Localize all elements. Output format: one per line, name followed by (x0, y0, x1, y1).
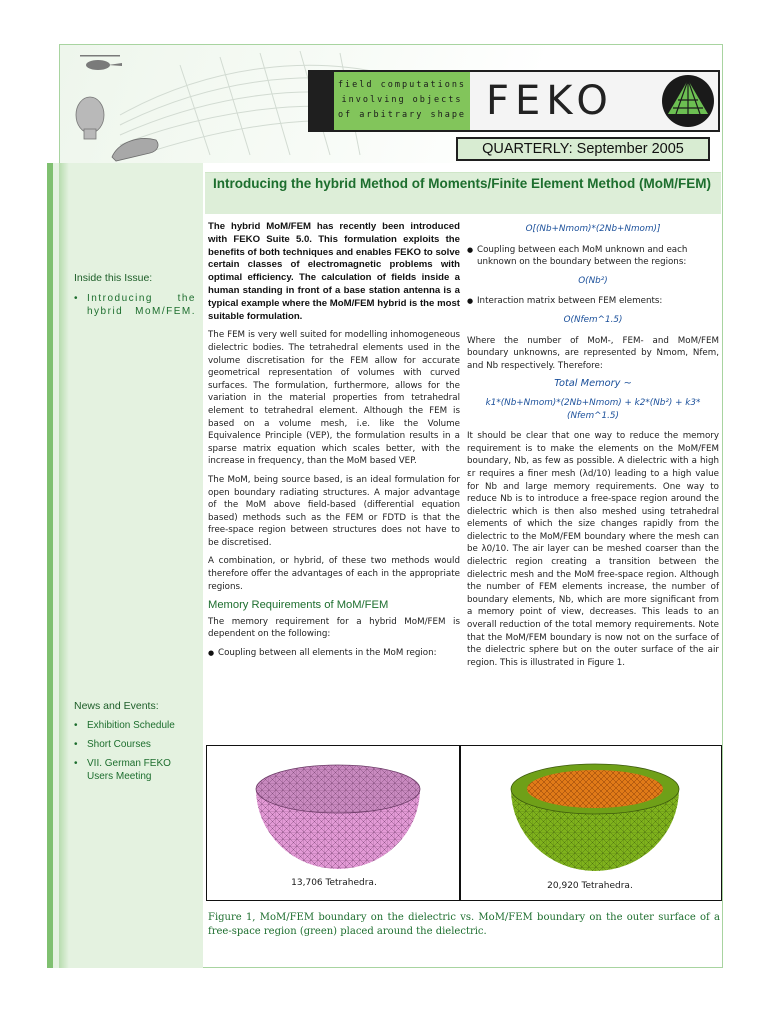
figure-divider (459, 745, 461, 901)
lead-paragraph: The hybrid MoM/FEM has recently been introduced with FEKO Suite 5.0. This formulation exploits the benefits of both techniques and enables FEKO to solve certain classes of electromagnetic problems with optimal efficiency. The calculation of fields inside a human standing in front of a base station antenna is a typical example where the MoM/FEM hybrid is the most suitable formulation. (208, 221, 460, 322)
where-paragraph: Where the number of MoM-, FEM- and MoM/FEM boundary unknowns, are represented by Nmom, Nfem, and Nb respectively. Therefore: (467, 335, 719, 371)
formula-mom-coupling: O[(Nb+Nmom)*(2Nb+Nmom)] (525, 224, 661, 234)
memory-intro: The memory requirement for a hybrid MoM/FEM is dependent on the following: (208, 616, 460, 640)
right-figure-label: 20,920 Tetrahedra. (547, 881, 633, 891)
inside-issue-heading: Inside this Issue: (74, 272, 153, 284)
car-icon (112, 139, 158, 161)
issue-badge: QUARTERLY: September 2005 (456, 137, 710, 161)
sidebar-item-introducing[interactable] (74, 292, 196, 318)
memory-heading: Memory Requirements of MoM/FEM (208, 599, 389, 612)
helicopter-icon (80, 55, 122, 70)
tagline (334, 78, 470, 123)
tagline-line: field computations (337, 80, 467, 90)
feko-logo-icon (656, 72, 718, 130)
formula-boundary: O(Nb²) (578, 275, 608, 286)
bullet-fem-interaction: ● Interaction matrix between FEM elements: (467, 295, 719, 308)
total-memory-label: Total Memory ~ (554, 378, 632, 390)
inside-issue-list (74, 292, 196, 324)
tagline-line: involving objects (341, 95, 463, 105)
news-events-list (74, 719, 196, 789)
green-hemisphere-mesh (505, 755, 685, 875)
pink-hemisphere-mesh (248, 755, 428, 875)
sidebar-shade (59, 163, 69, 968)
formula-fem: O(Nfem^1.5) (563, 314, 623, 325)
combination-paragraph: A combination, or hybrid, of these two methods would therefore offer the advantages of each in the appropriate regions. (208, 556, 460, 592)
news-events-heading: News and Events: (74, 700, 159, 712)
tagline-line: of arbitrary shape (337, 110, 467, 120)
total-memory-formula: k1*(Nb+Nmom)*(2Nb+Nmom) + k2*(Nb²) + k3*(Nfem^1.5) (485, 397, 701, 421)
fem-paragraph: The FEM is very well suited for modelling inhomogeneous dielectric bodies. The tetrahedral elements used in the volume discretisation for the FEM allow for accurate geometrical representation of volumes with curved surfaces. The formulation, furthermore, allows for the variation in the material properties from tetrahedral element to tetrahedral element. Although the FEM is based on a volume mesh, i.e. like the Volume Equivalence Principle (VEP), the formulation results in a sparse matrix equation which scales better, with the increase in frequency, than the MoM based VEP. (208, 330, 460, 467)
sidebar-item-label: • Introducing the hybrid MoM/FEM. (87, 293, 196, 317)
bullet-boundary-coupling: ● Coupling between each MoM unknown and each unknown on the boundary between the regions: (467, 244, 719, 269)
figure-caption: Figure 1, MoM/FEM boundary on the dielectric vs. MoM/FEM boundary on the outer surface of a free-space region (green) placed around the dielectric. (208, 912, 720, 937)
sidebar-item-short-courses[interactable]: • Short Courses (74, 738, 196, 751)
head-model-icon (76, 97, 104, 139)
mom-paragraph: The MoM, being source based, is an ideal formulation for open boundary radiating structures. A major advantage of the MoM above field-based (differential equation based) methods such as the FEM or FDTD is that the free-space region between structures does not have to be discretised. (208, 474, 460, 548)
left-column (208, 221, 460, 666)
sidebar-item-exhibition[interactable]: • Exhibition Schedule (74, 719, 196, 732)
bullet-mom-coupling: ● Coupling between all elements in the MoM region: (208, 647, 460, 660)
article-title: Introducing the hybrid Method of Moments/Finite Element Method (MoM/FEM) (213, 176, 711, 191)
reduction-paragraph: It should be clear that one way to reduce the memory requirement is to make the elements on the MoM/FEM boundary, Nb, as few as possible. A dielectric with a high εr requires a finer mesh (λd/10) leading to a high value for Nb and large memory requirements. One way to reduce Nb is to introduce a free-space region around the dielectric which is then also meshed using tetrahedral elements of which the size changes rapidly from the dielectric to the MoM/FEM boundary where the mesh can be λ0/10. The air layer can be meshed coarser than the dielectric region creating a transition between the dielectric mesh and the MoM free-space region. Although the number of FEM elements increase, the number of boundary elements, Nb, which are more significant from a memory point of view, decreases. This leads to an overall reduction of the total memory requirements. Note that the MoM/FEM boundary is now not on the surface of the dielectric sphere but on the outer surface of the air region. This is illustrated in Figure 1. (467, 431, 719, 668)
right-column (467, 221, 719, 675)
left-figure-label: 13,706 Tetrahedra. (291, 878, 377, 888)
sidebar-item-users-meeting[interactable]: • VII. German FEKO Users Meeting (74, 757, 196, 783)
brand-wordmark: FEKO (486, 78, 614, 124)
